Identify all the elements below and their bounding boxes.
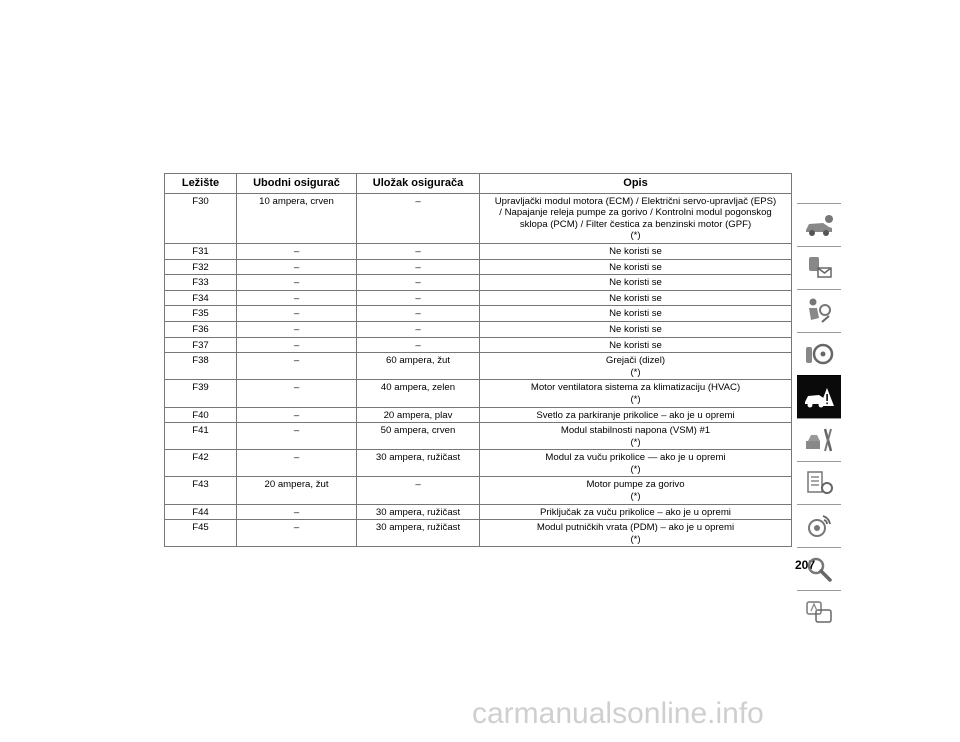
slot-cell: F34 bbox=[165, 290, 237, 306]
description-line: (*) bbox=[630, 491, 641, 503]
tab-steering-wheel[interactable] bbox=[797, 332, 841, 375]
table-row bbox=[165, 290, 792, 306]
blade-fuse-cell: 10 ampera, crven bbox=[237, 193, 357, 243]
cartridge-fuse-cell: – bbox=[357, 193, 480, 243]
description-line: Ne koristi se bbox=[609, 339, 662, 351]
description-line: Priključak za vuču prikolice – ako je u opremi bbox=[540, 506, 731, 518]
cartridge-fuse-cell: – bbox=[357, 259, 480, 275]
blade-fuse-cell: – bbox=[237, 504, 357, 520]
description-cell bbox=[480, 520, 792, 547]
tab-multimedia[interactable] bbox=[797, 504, 841, 547]
table-row bbox=[165, 520, 792, 547]
table-row bbox=[165, 353, 792, 380]
blade-fuse-cell: – bbox=[237, 423, 357, 450]
car-service-icon bbox=[803, 425, 835, 455]
description-line: Motor pumpe za gorivo bbox=[586, 479, 685, 491]
slot-cell: F32 bbox=[165, 259, 237, 275]
slot-cell: F38 bbox=[165, 353, 237, 380]
header-description: Opis bbox=[480, 174, 792, 194]
blade-fuse-cell: 20 ampera, žut bbox=[237, 477, 357, 504]
description-line: Ne koristi se bbox=[609, 261, 662, 273]
cartridge-fuse-cell: – bbox=[357, 243, 480, 259]
car-warning-icon bbox=[803, 382, 835, 412]
blade-fuse-cell: – bbox=[237, 306, 357, 322]
tab-car-message[interactable] bbox=[797, 246, 841, 289]
slot-cell: F41 bbox=[165, 423, 237, 450]
blade-fuse-cell: – bbox=[237, 243, 357, 259]
description-line: Upravljački modul motora (ECM) / Električni servo-upravljač (EPS) bbox=[494, 195, 777, 207]
description-line: Modul putničkih vrata (PDM) – ako je u opremi bbox=[536, 522, 735, 534]
description-line: Svetlo za parkiranje prikolice – ako je u opremi bbox=[536, 409, 735, 421]
description-cell bbox=[480, 504, 792, 520]
cartridge-fuse-cell: – bbox=[357, 275, 480, 291]
description-line: sklopa (PCM) / Filter čestica za benzinski motor (GPF) bbox=[519, 218, 752, 230]
table-row bbox=[165, 504, 792, 520]
page-number: 207 bbox=[795, 558, 816, 572]
description-cell bbox=[480, 407, 792, 423]
description-cell bbox=[480, 353, 792, 380]
table-row bbox=[165, 337, 792, 353]
cartridge-fuse-cell: 30 ampera, ružičast bbox=[357, 504, 480, 520]
cartridge-fuse-cell: 30 ampera, ružičast bbox=[357, 520, 480, 547]
tab-search[interactable] bbox=[797, 547, 841, 590]
description-line: (*) bbox=[630, 366, 641, 378]
cartridge-fuse-cell: 20 ampera, plav bbox=[357, 407, 480, 423]
slot-cell: F44 bbox=[165, 504, 237, 520]
header-cartridge-fuse: Uložak osigurača bbox=[357, 174, 480, 194]
slot-cell: F43 bbox=[165, 477, 237, 504]
description-line: / Napajanje releja pumpe za gorivo / Kontrolni modul pogonskog bbox=[499, 207, 772, 219]
tab-seat-airbag[interactable] bbox=[797, 289, 841, 332]
description-line: (*) bbox=[630, 436, 641, 448]
description-cell bbox=[480, 321, 792, 337]
multimedia-icon bbox=[803, 511, 835, 541]
cartridge-fuse-cell: – bbox=[357, 337, 480, 353]
slot-cell: F39 bbox=[165, 380, 237, 407]
magnifier-icon bbox=[803, 554, 835, 584]
blade-fuse-cell: – bbox=[237, 380, 357, 407]
table-row bbox=[165, 380, 792, 407]
slot-cell: F33 bbox=[165, 275, 237, 291]
description-line: Modul stabilnosti napona (VSM) #1 bbox=[560, 425, 711, 437]
table-row bbox=[165, 477, 792, 504]
description-line: Motor ventilatora sistema za klimatizaciju (HVAC) bbox=[530, 382, 741, 394]
table-row bbox=[165, 321, 792, 337]
tab-car-info[interactable] bbox=[797, 203, 841, 246]
description-cell bbox=[480, 193, 792, 243]
description-line: (*) bbox=[630, 230, 641, 242]
header-blade-fuse: Ubodni osigurač bbox=[237, 174, 357, 194]
blade-fuse-cell: – bbox=[237, 450, 357, 477]
table-row bbox=[165, 407, 792, 423]
table-row bbox=[165, 423, 792, 450]
description-line: (*) bbox=[630, 463, 641, 475]
slot-cell: F40 bbox=[165, 407, 237, 423]
description-cell bbox=[480, 337, 792, 353]
table-row bbox=[165, 450, 792, 477]
tab-checklist[interactable] bbox=[797, 461, 841, 504]
description-line: Ne koristi se bbox=[609, 277, 662, 289]
table-row bbox=[165, 306, 792, 322]
description-cell bbox=[480, 306, 792, 322]
description-line: Grejači (dizel) bbox=[605, 355, 666, 367]
table-header-row bbox=[165, 174, 792, 194]
language-icon bbox=[803, 597, 835, 627]
side-tab-strip bbox=[797, 203, 841, 633]
blade-fuse-cell: – bbox=[237, 337, 357, 353]
tab-language[interactable] bbox=[797, 590, 841, 633]
description-cell bbox=[480, 477, 792, 504]
description-line: (*) bbox=[630, 393, 641, 405]
seat-airbag-icon bbox=[803, 296, 835, 326]
description-line: Modul za vuču prikolice — ako je u opremi bbox=[545, 452, 726, 464]
blade-fuse-cell: – bbox=[237, 290, 357, 306]
description-cell bbox=[480, 290, 792, 306]
slot-cell: F36 bbox=[165, 321, 237, 337]
slot-cell: F31 bbox=[165, 243, 237, 259]
blade-fuse-cell: – bbox=[237, 321, 357, 337]
slot-cell: F35 bbox=[165, 306, 237, 322]
cartridge-fuse-cell: 50 ampera, crven bbox=[357, 423, 480, 450]
car-info-icon bbox=[803, 210, 835, 240]
cartridge-fuse-cell: 60 ampera, žut bbox=[357, 353, 480, 380]
car-message-icon bbox=[803, 253, 835, 283]
description-cell bbox=[480, 259, 792, 275]
description-cell bbox=[480, 423, 792, 450]
cartridge-fuse-cell: – bbox=[357, 477, 480, 504]
description-cell bbox=[480, 450, 792, 477]
checklist-icon bbox=[803, 468, 835, 498]
fuse-table bbox=[164, 173, 792, 547]
slot-cell: F42 bbox=[165, 450, 237, 477]
tab-car-warning[interactable] bbox=[797, 375, 841, 418]
slot-cell: F45 bbox=[165, 520, 237, 547]
blade-fuse-cell: – bbox=[237, 407, 357, 423]
watermark: carmanualsonline.info bbox=[472, 697, 764, 730]
blade-fuse-cell: – bbox=[237, 259, 357, 275]
description-line: Ne koristi se bbox=[609, 245, 662, 257]
table-row bbox=[165, 243, 792, 259]
slot-cell: F37 bbox=[165, 337, 237, 353]
steering-wheel-icon bbox=[803, 339, 835, 369]
blade-fuse-cell: – bbox=[237, 520, 357, 547]
description-line: (*) bbox=[630, 533, 641, 545]
cartridge-fuse-cell: 40 ampera, zelen bbox=[357, 380, 480, 407]
cartridge-fuse-cell: – bbox=[357, 306, 480, 322]
blade-fuse-cell: – bbox=[237, 353, 357, 380]
blade-fuse-cell: – bbox=[237, 275, 357, 291]
description-cell bbox=[480, 275, 792, 291]
table-row bbox=[165, 193, 792, 243]
table-row bbox=[165, 259, 792, 275]
cartridge-fuse-cell: 30 ampera, ružičast bbox=[357, 450, 480, 477]
description-cell bbox=[480, 243, 792, 259]
cartridge-fuse-cell: – bbox=[357, 321, 480, 337]
description-cell bbox=[480, 380, 792, 407]
header-slot: Ležište bbox=[165, 174, 237, 194]
description-line: Ne koristi se bbox=[609, 308, 662, 320]
tab-car-service[interactable] bbox=[797, 418, 841, 461]
cartridge-fuse-cell: – bbox=[357, 290, 480, 306]
slot-cell: F30 bbox=[165, 193, 237, 243]
description-line: Ne koristi se bbox=[609, 292, 662, 304]
table-row bbox=[165, 275, 792, 291]
description-line: Ne koristi se bbox=[609, 323, 662, 335]
